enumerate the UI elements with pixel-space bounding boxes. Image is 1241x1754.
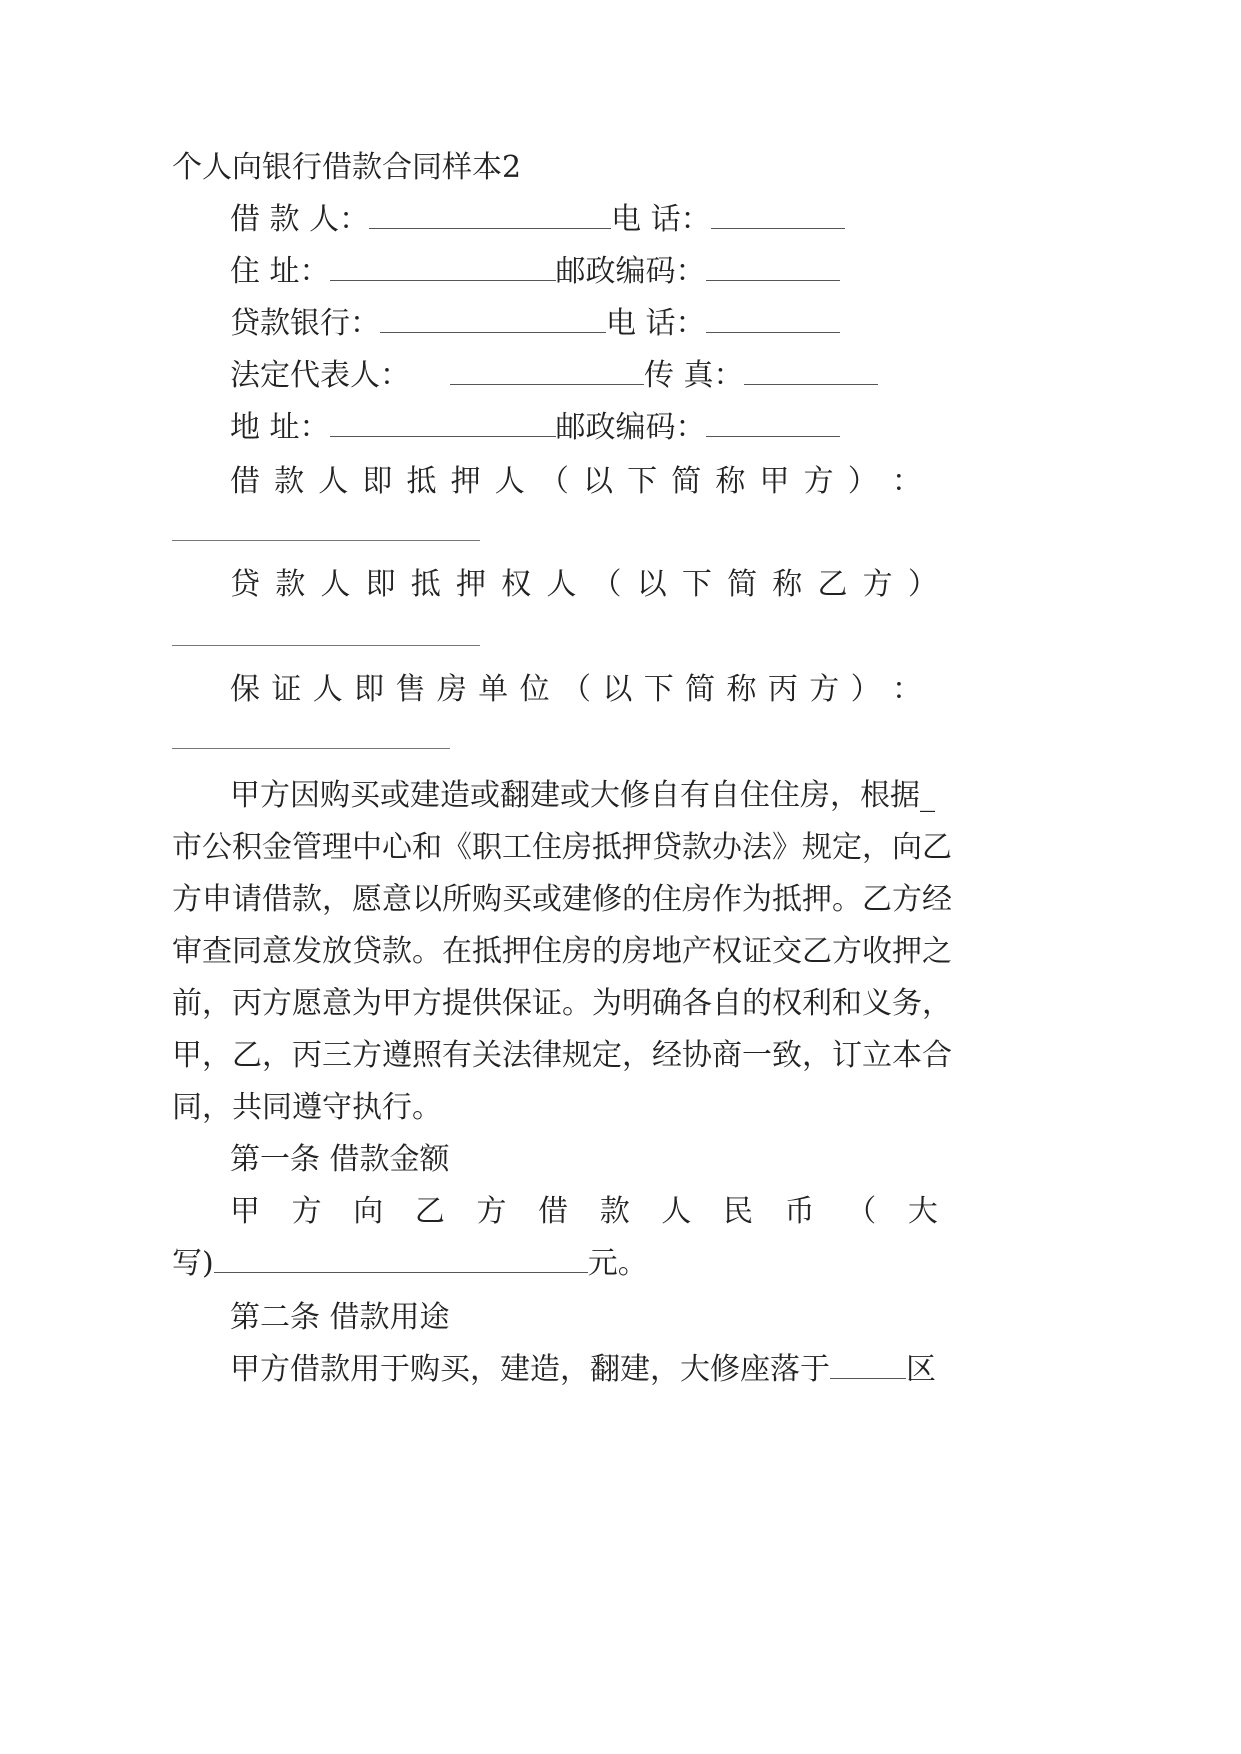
char: 押 xyxy=(450,464,481,499)
char: 押 xyxy=(455,567,486,602)
party-c-blank-line[interactable] xyxy=(172,748,450,749)
char: 单 xyxy=(478,672,509,707)
field-label: 邮政编码： xyxy=(555,254,706,289)
char: 人 xyxy=(494,464,525,499)
preamble-line: 市公积金管理中心和《职工住房抵押贷款办法》规定，向乙 xyxy=(172,830,952,865)
char: 乙 xyxy=(414,1194,445,1229)
char: 房 xyxy=(436,672,467,707)
field-label: 邮政编码： xyxy=(555,410,706,445)
field-label: 电 话： xyxy=(606,306,706,341)
char: 大 xyxy=(907,1194,938,1229)
char: 人 xyxy=(661,1194,692,1229)
blank-line[interactable] xyxy=(706,410,840,437)
article-1-line xyxy=(230,1192,938,1232)
char: ） xyxy=(850,672,881,707)
char: （ xyxy=(846,1194,877,1229)
char: ） xyxy=(907,567,938,602)
char: 方 xyxy=(291,1194,322,1229)
field-label: 借 款 人： xyxy=(230,202,370,237)
article-2-text: 甲方借款用于购买，建造，翻建，大修座落于 xyxy=(230,1352,830,1387)
amount-suffix: 元。 xyxy=(587,1246,648,1281)
char: 即 xyxy=(365,567,396,602)
char: 款 xyxy=(275,567,306,602)
char: 乙 xyxy=(817,567,848,602)
preamble-line: 审查同意发放贷款。在抵押住房的房地产权证交乙方收押之 xyxy=(172,934,952,969)
char: 人 xyxy=(320,567,351,602)
char: 权 xyxy=(501,567,532,602)
field-row-bank xyxy=(230,304,840,344)
blank-line[interactable] xyxy=(450,358,644,385)
district-blank-line[interactable] xyxy=(830,1352,906,1379)
char: 下 xyxy=(627,464,658,499)
char: 民 xyxy=(723,1194,753,1229)
field-label: 传 真： xyxy=(644,358,744,393)
char: 向 xyxy=(353,1194,384,1229)
char: 即 xyxy=(362,464,393,499)
field-row-address xyxy=(230,252,840,292)
article-2-line xyxy=(230,1350,936,1390)
field-label: 法定代表人： xyxy=(230,358,410,393)
char: 以 xyxy=(583,464,613,499)
article-2-suffix: 区 xyxy=(906,1352,936,1387)
char: 币 xyxy=(784,1194,815,1229)
blank-line[interactable] xyxy=(744,358,878,385)
blank-line[interactable] xyxy=(330,254,556,281)
char: 下 xyxy=(643,672,674,707)
char: 以 xyxy=(602,672,633,707)
char: 借 xyxy=(230,464,260,499)
article-2-heading: 第二条 借款用途 xyxy=(230,1300,450,1335)
preamble-line: 甲，乙，丙三方遵照有关法律规定，经协商一致，订立本合 xyxy=(172,1038,952,1073)
party-b-line xyxy=(230,565,938,605)
party-b-blank-line[interactable] xyxy=(172,645,480,646)
char: 简 xyxy=(727,567,758,602)
char: 称 xyxy=(715,464,746,499)
char: 保 xyxy=(230,672,260,707)
char: 方 xyxy=(476,1194,507,1229)
char: 抵 xyxy=(410,567,441,602)
char: 借 xyxy=(538,1194,569,1229)
blank-line[interactable] xyxy=(380,306,606,333)
char: 丙 xyxy=(767,672,798,707)
field-row-legal-rep xyxy=(230,356,878,396)
article-1-amount-line xyxy=(172,1244,648,1284)
blank-line[interactable] xyxy=(706,254,840,281)
char: 甲 xyxy=(230,1194,260,1229)
blank-line[interactable] xyxy=(330,410,556,437)
char: 人 xyxy=(312,672,343,707)
char: 方 xyxy=(862,567,893,602)
blank-line[interactable] xyxy=(706,306,840,333)
party-c-line xyxy=(230,670,922,710)
char: （ xyxy=(538,464,569,499)
char: 人 xyxy=(546,567,577,602)
char: ： xyxy=(892,672,922,707)
preamble-line: 同，共同遵守执行。 xyxy=(172,1090,442,1125)
amount-blank-line[interactable] xyxy=(214,1246,588,1273)
document-title: 个人向银行借款合同样本2 xyxy=(172,150,522,185)
char: 简 xyxy=(685,672,716,707)
char: ） xyxy=(847,464,878,499)
char: 方 xyxy=(809,672,840,707)
preamble-line: 前，丙方愿意为甲方提供保证。为明确各自的权利和义务， xyxy=(172,986,952,1021)
field-label: 贷款银行： xyxy=(230,306,380,341)
preamble-line: 甲方因购买或建造或翻建或大修自有自住住房，根据_ xyxy=(230,778,935,813)
char: （ xyxy=(591,567,622,602)
char: 售 xyxy=(395,672,426,707)
char: 下 xyxy=(681,567,712,602)
char: 以 xyxy=(636,567,667,602)
field-row-borrower xyxy=(230,200,845,240)
char: 简 xyxy=(671,464,702,499)
char: 称 xyxy=(772,567,803,602)
char: 甲 xyxy=(759,464,790,499)
article-1-heading: 第一条 借款金额 xyxy=(230,1142,450,1177)
preamble-line: 方申请借款，愿意以所购买或建修的住房作为抵押。乙方经 xyxy=(172,882,952,917)
char: 方 xyxy=(803,464,834,499)
char: 人 xyxy=(318,464,349,499)
blank-line[interactable] xyxy=(369,202,611,229)
char: ： xyxy=(891,464,922,499)
field-label: 地 址： xyxy=(230,410,330,445)
char: 款 xyxy=(599,1194,630,1229)
char: 称 xyxy=(726,672,757,707)
blank-line[interactable] xyxy=(711,202,845,229)
char: 贷 xyxy=(230,567,260,602)
char: 位 xyxy=(519,672,550,707)
party-a-line xyxy=(230,462,922,502)
char: 抵 xyxy=(406,464,437,499)
party-a-blank-line[interactable] xyxy=(172,540,480,541)
char: 证 xyxy=(271,672,302,707)
amount-prefix: 写) xyxy=(172,1246,214,1281)
char: 即 xyxy=(354,672,385,707)
field-label: 住 址： xyxy=(230,254,330,289)
char: 款 xyxy=(274,464,305,499)
char: （ xyxy=(561,672,591,707)
field-row-bank-address xyxy=(230,408,840,448)
field-label: 电 话： xyxy=(611,202,711,237)
